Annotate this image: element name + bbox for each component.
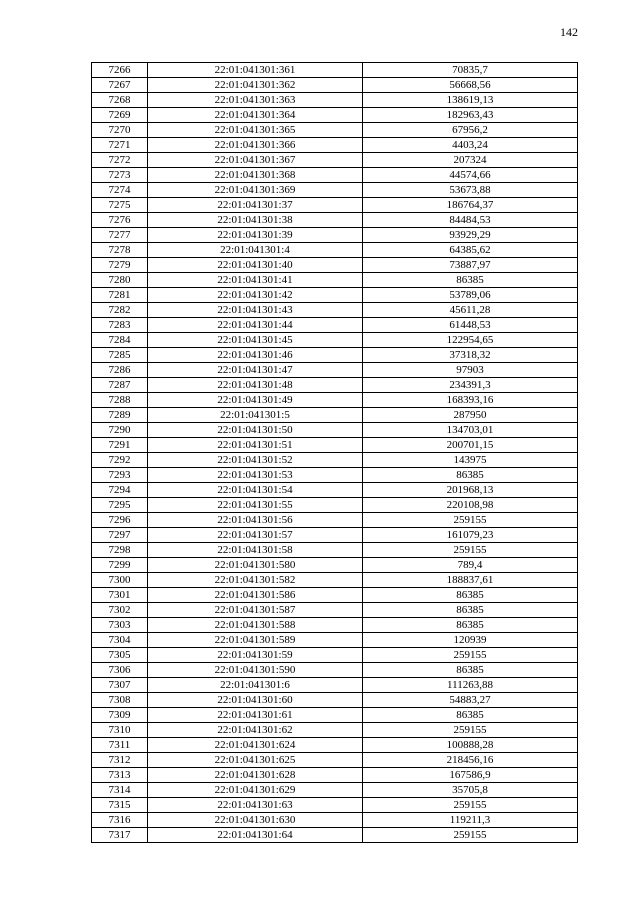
cadastral-number-cell: 22:01:041301:587 [148,603,363,618]
table-row [92,663,578,678]
cadastral-value-cell: 86385 [363,708,578,723]
cadastral-value-cell: 182963,43 [363,108,578,123]
row-number-cell: 7298 [92,543,148,558]
cadastral-number-cell: 22:01:041301:5 [148,408,363,423]
row-number-cell: 7311 [92,738,148,753]
cadastral-number-cell: 22:01:041301:366 [148,138,363,153]
cadastral-number-cell: 22:01:041301:49 [148,393,363,408]
cadastral-number-cell: 22:01:041301:629 [148,783,363,798]
row-number-cell: 7269 [92,108,148,123]
table-row [92,813,578,828]
cadastral-number-cell: 22:01:041301:57 [148,528,363,543]
cadastral-value-cell: 35705,8 [363,783,578,798]
table-row [92,468,578,483]
cadastral-number-cell: 22:01:041301:589 [148,633,363,648]
cadastral-number-cell: 22:01:041301:62 [148,723,363,738]
cadastral-value-cell: 161079,23 [363,528,578,543]
row-number-cell: 7289 [92,408,148,423]
row-number-cell: 7308 [92,693,148,708]
cadastral-number-cell: 22:01:041301:625 [148,753,363,768]
row-number-cell: 7276 [92,213,148,228]
table-row [92,228,578,243]
cadastral-value-cell: 259155 [363,798,578,813]
table-row [92,333,578,348]
row-number-cell: 7312 [92,753,148,768]
row-number-cell: 7300 [92,573,148,588]
cadastral-value-cell: 44574,66 [363,168,578,183]
table-row [92,138,578,153]
cadastral-number-cell: 22:01:041301:38 [148,213,363,228]
table-row [92,363,578,378]
row-number-cell: 7309 [92,708,148,723]
table-row [92,558,578,573]
cadastral-number-cell: 22:01:041301:630 [148,813,363,828]
row-number-cell: 7274 [92,183,148,198]
cadastral-number-cell: 22:01:041301:46 [148,348,363,363]
row-number-cell: 7273 [92,168,148,183]
table-row [92,768,578,783]
cadastral-value-cell: 111263,88 [363,678,578,693]
cadastral-value-cell: 259155 [363,723,578,738]
cadastral-value-cell: 201968,13 [363,483,578,498]
cadastral-number-cell: 22:01:041301:39 [148,228,363,243]
cadastral-value-cell: 100888,28 [363,738,578,753]
cadastral-number-cell: 22:01:041301:40 [148,258,363,273]
cadastral-number-cell: 22:01:041301:45 [148,333,363,348]
row-number-cell: 7305 [92,648,148,663]
table-row [92,438,578,453]
cadastral-number-cell: 22:01:041301:50 [148,423,363,438]
table-row [92,453,578,468]
row-number-cell: 7287 [92,378,148,393]
table-row [92,348,578,363]
cadastral-value-table [91,62,578,843]
cadastral-number-cell: 22:01:041301:55 [148,498,363,513]
cadastral-value-cell: 188837,61 [363,573,578,588]
table-row [92,108,578,123]
cadastral-number-cell: 22:01:041301:48 [148,378,363,393]
cadastral-value-cell: 54883,27 [363,693,578,708]
row-number-cell: 7285 [92,348,148,363]
cadastral-value-cell: 93929,29 [363,228,578,243]
cadastral-value-cell: 120939 [363,633,578,648]
table-row [92,483,578,498]
row-number-cell: 7286 [92,363,148,378]
cadastral-number-cell: 22:01:041301:586 [148,588,363,603]
table-row [92,798,578,813]
row-number-cell: 7292 [92,453,148,468]
row-number-cell: 7288 [92,393,148,408]
cadastral-value-cell: 259155 [363,828,578,843]
cadastral-value-cell: 143975 [363,453,578,468]
table-row [92,123,578,138]
cadastral-number-cell: 22:01:041301:44 [148,318,363,333]
cadastral-number-cell: 22:01:041301:53 [148,468,363,483]
cadastral-number-cell: 22:01:041301:588 [148,618,363,633]
cadastral-number-cell: 22:01:041301:64 [148,828,363,843]
table-row [92,288,578,303]
row-number-cell: 7282 [92,303,148,318]
cadastral-number-cell: 22:01:041301:580 [148,558,363,573]
table-row [92,408,578,423]
row-number-cell: 7281 [92,288,148,303]
table-row [92,393,578,408]
row-number-cell: 7280 [92,273,148,288]
row-number-cell: 7307 [92,678,148,693]
row-number-cell: 7304 [92,633,148,648]
row-number-cell: 7296 [92,513,148,528]
cadastral-number-cell: 22:01:041301:63 [148,798,363,813]
cadastral-number-cell: 22:01:041301:47 [148,363,363,378]
cadastral-number-cell: 22:01:041301:58 [148,543,363,558]
cadastral-value-cell: 4403,24 [363,138,578,153]
row-number-cell: 7313 [92,768,148,783]
row-number-cell: 7302 [92,603,148,618]
table-row [92,303,578,318]
cadastral-value-cell: 259155 [363,543,578,558]
table-row [92,378,578,393]
cadastral-value-cell: 168393,16 [363,393,578,408]
cadastral-number-cell: 22:01:041301:54 [148,483,363,498]
table-row [92,423,578,438]
table-row [92,273,578,288]
cadastral-value-cell: 220108,98 [363,498,578,513]
row-number-cell: 7284 [92,333,148,348]
cadastral-value-cell: 218456,16 [363,753,578,768]
cadastral-value-cell: 122954,65 [363,333,578,348]
row-number-cell: 7294 [92,483,148,498]
cadastral-value-cell: 86385 [363,588,578,603]
row-number-cell: 7279 [92,258,148,273]
cadastral-value-cell: 259155 [363,513,578,528]
row-number-cell: 7283 [92,318,148,333]
row-number-cell: 7316 [92,813,148,828]
cadastral-number-cell: 22:01:041301:6 [148,678,363,693]
cadastral-value-cell: 789,4 [363,558,578,573]
cadastral-number-cell: 22:01:041301:56 [148,513,363,528]
table-row [92,678,578,693]
cadastral-number-cell: 22:01:041301:368 [148,168,363,183]
cadastral-number-cell: 22:01:041301:51 [148,438,363,453]
cadastral-value-cell: 287950 [363,408,578,423]
cadastral-value-cell: 53673,88 [363,183,578,198]
cadastral-number-cell: 22:01:041301:43 [148,303,363,318]
cadastral-number-cell: 22:01:041301:37 [148,198,363,213]
table-row [92,693,578,708]
table-row [92,738,578,753]
cadastral-number-cell: 22:01:041301:365 [148,123,363,138]
table-row [92,753,578,768]
table-row [92,153,578,168]
table-row [92,543,578,558]
cadastral-value-cell: 45611,28 [363,303,578,318]
table-row [92,183,578,198]
cadastral-number-cell: 22:01:041301:4 [148,243,363,258]
cadastral-value-cell: 73887,97 [363,258,578,273]
cadastral-value-cell: 97903 [363,363,578,378]
row-number-cell: 7303 [92,618,148,633]
cadastral-number-cell: 22:01:041301:361 [148,63,363,78]
row-number-cell: 7272 [92,153,148,168]
cadastral-number-cell: 22:01:041301:363 [148,93,363,108]
row-number-cell: 7293 [92,468,148,483]
cadastral-value-cell: 67956,2 [363,123,578,138]
table-row [92,168,578,183]
table-row [92,318,578,333]
cadastral-value-cell: 37318,32 [363,348,578,363]
cadastral-value-cell: 86385 [363,618,578,633]
cadastral-value-cell: 53789,06 [363,288,578,303]
row-number-cell: 7317 [92,828,148,843]
cadastral-value-cell: 234391,3 [363,378,578,393]
table-row [92,63,578,78]
cadastral-number-cell: 22:01:041301:364 [148,108,363,123]
cadastral-value-cell: 84484,53 [363,213,578,228]
cadastral-value-cell: 186764,37 [363,198,578,213]
row-number-cell: 7306 [92,663,148,678]
row-number-cell: 7315 [92,798,148,813]
table-row [92,723,578,738]
cadastral-number-cell: 22:01:041301:52 [148,453,363,468]
cadastral-value-cell: 61448,53 [363,318,578,333]
table-row [92,513,578,528]
table-row [92,603,578,618]
table-row [92,573,578,588]
cadastral-number-cell: 22:01:041301:61 [148,708,363,723]
table-row [92,633,578,648]
cadastral-value-cell: 56668,56 [363,78,578,93]
cadastral-value-cell: 134703,01 [363,423,578,438]
cadastral-value-cell: 86385 [363,603,578,618]
cadastral-number-cell: 22:01:041301:624 [148,738,363,753]
cadastral-value-cell: 138619,13 [363,93,578,108]
table-row [92,213,578,228]
row-number-cell: 7266 [92,63,148,78]
cadastral-value-cell: 86385 [363,663,578,678]
table-row [92,78,578,93]
row-number-cell: 7310 [92,723,148,738]
table-body [92,63,578,843]
row-number-cell: 7301 [92,588,148,603]
cadastral-value-cell: 70835,7 [363,63,578,78]
row-number-cell: 7291 [92,438,148,453]
row-number-cell: 7299 [92,558,148,573]
row-number-cell: 7275 [92,198,148,213]
cadastral-number-cell: 22:01:041301:59 [148,648,363,663]
row-number-cell: 7271 [92,138,148,153]
row-number-cell: 7297 [92,528,148,543]
table-row [92,93,578,108]
table-row [92,528,578,543]
row-number-cell: 7277 [92,228,148,243]
cadastral-number-cell: 22:01:041301:582 [148,573,363,588]
cadastral-value-cell: 167586,9 [363,768,578,783]
cadastral-number-cell: 22:01:041301:60 [148,693,363,708]
cadastral-number-cell: 22:01:041301:41 [148,273,363,288]
cadastral-number-cell: 22:01:041301:628 [148,768,363,783]
row-number-cell: 7314 [92,783,148,798]
cadastral-number-cell: 22:01:041301:42 [148,288,363,303]
row-number-cell: 7290 [92,423,148,438]
table-row [92,243,578,258]
table-row [92,708,578,723]
table-row [92,498,578,513]
row-number-cell: 7267 [92,78,148,93]
table-row [92,258,578,273]
table-row [92,198,578,213]
table-row [92,648,578,663]
cadastral-value-cell: 259155 [363,648,578,663]
table-row [92,783,578,798]
table-row [92,588,578,603]
cadastral-value-cell: 119211,3 [363,813,578,828]
cadastral-number-cell: 22:01:041301:590 [148,663,363,678]
row-number-cell: 7268 [92,93,148,108]
cadastral-value-cell: 86385 [363,468,578,483]
cadastral-value-cell: 86385 [363,273,578,288]
row-number-cell: 7278 [92,243,148,258]
cadastral-value-cell: 200701,15 [363,438,578,453]
page-number: 142 [560,25,578,39]
row-number-cell: 7295 [92,498,148,513]
cadastral-number-cell: 22:01:041301:367 [148,153,363,168]
cadastral-number-cell: 22:01:041301:362 [148,78,363,93]
cadastral-value-cell: 64385,62 [363,243,578,258]
cadastral-number-cell: 22:01:041301:369 [148,183,363,198]
table-row [92,618,578,633]
table-row [92,828,578,843]
row-number-cell: 7270 [92,123,148,138]
cadastral-value-cell: 207324 [363,153,578,168]
